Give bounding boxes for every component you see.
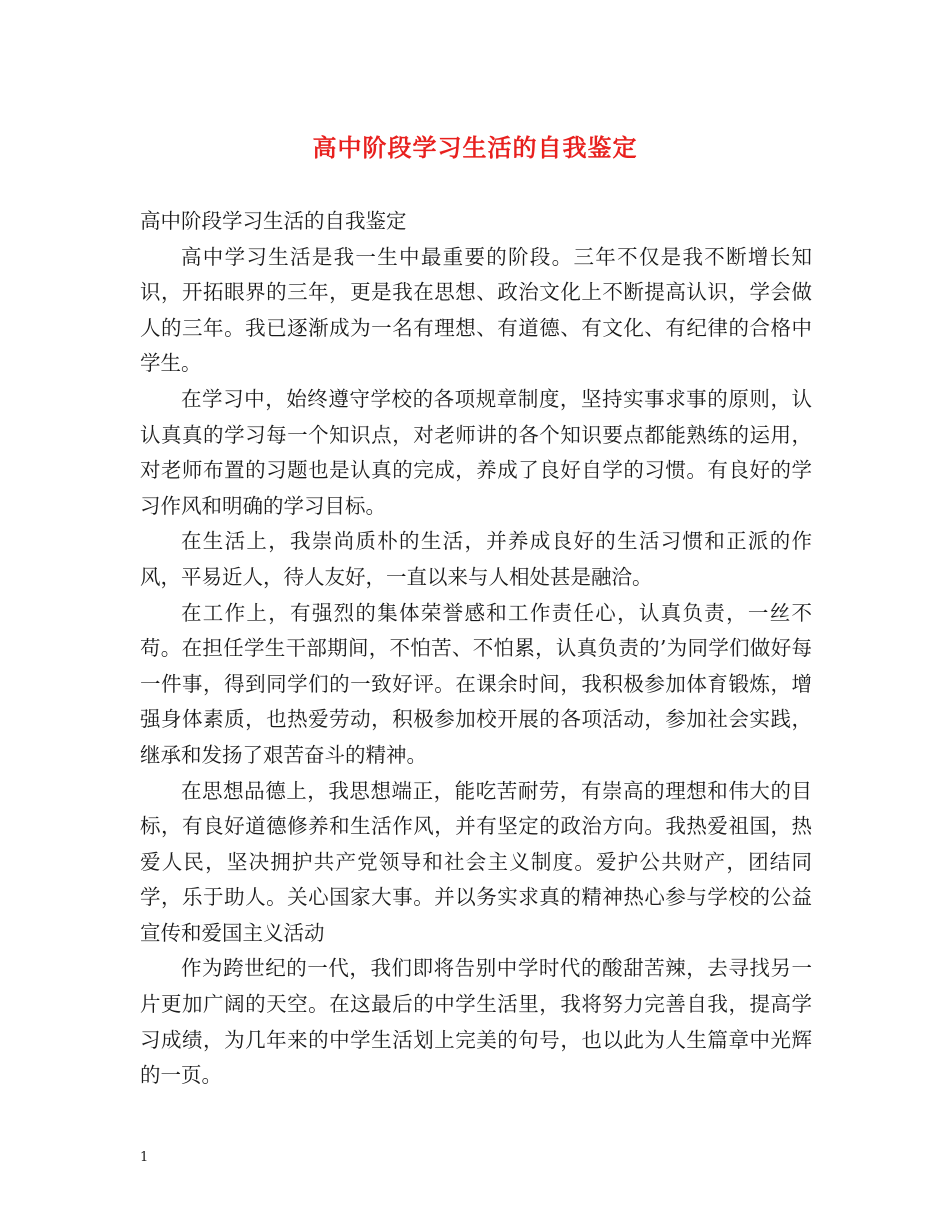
document-subtitle: 高中阶段学习生活的自我鉴定 (140, 209, 407, 233)
page-number: 1 (140, 1150, 149, 1165)
paragraph-work: 在工作上，有强烈的集体荣誉感和工作责任心，认真负责，一丝不苟。在担任学生干部期间，不怕苦、不怕累，认真负责的’为同学们做好每一件事，得到同学们的一致好评。在课余时间，我积极参加体育锻炼，增强身体素质，也热爱劳动，积极参加校开展的各项活动，参加社会实践，继承和发扬了艰苦奋斗的精神。 (140, 600, 812, 767)
paragraph-conclusion: 作为跨世纪的一代，我们即将告别中学时代的酸甜苦辣，去寻找另一片更加广阔的天空。在这最后的中学生活里，我将努力完善自我，提高学习成绩，为几年来的中学生活划上完美的句号，也以此为人生篇章中光辉的一页。 (140, 956, 812, 1088)
document-body (140, 204, 812, 1094)
paragraph-morality: 在思想品德上，我思想端正，能吃苦耐劳，有崇高的理想和伟大的目标，有良好道德修养和生活作风，并有坚定的政治方向。我热爱祖国，热爱人民，坚决拥护共产党领导和社会主义制度。爱护公共财产，团结同学，乐于助人。关心国家大事。并以务实求真的精神热心参与学校的公益宣传和爱国主义活动 (140, 778, 812, 945)
document-title: 高中阶段学习生活的自我鉴定 (312, 133, 638, 162)
paragraph-study: 在学习中，始终遵守学校的各项规章制度，坚持实事求事的原则，认认真真的学习每一个知识点，对老师讲的各个知识要点都能熟练的运用，对老师布置的习题也是认真的完成，养成了良好自学的习惯。有良好的学习作风和明确的学习目标。 (140, 386, 812, 518)
paragraph-intro: 高中学习生活是我一生中最重要的阶段。三年不仅是我不断增长知识，开拓眼界的三年，更是我在思想、政治文化上不断提高认识，学会做人的三年。我已逐渐成为一名有理想、有道德、有文化、有纪律的合格中学生。 (140, 244, 812, 376)
paragraph-life: 在生活上，我崇尚质朴的生活，并养成良好的生活习惯和正派的作风，平易近人，待人友好，一直以来与人相处甚是融洽。 (140, 529, 812, 589)
